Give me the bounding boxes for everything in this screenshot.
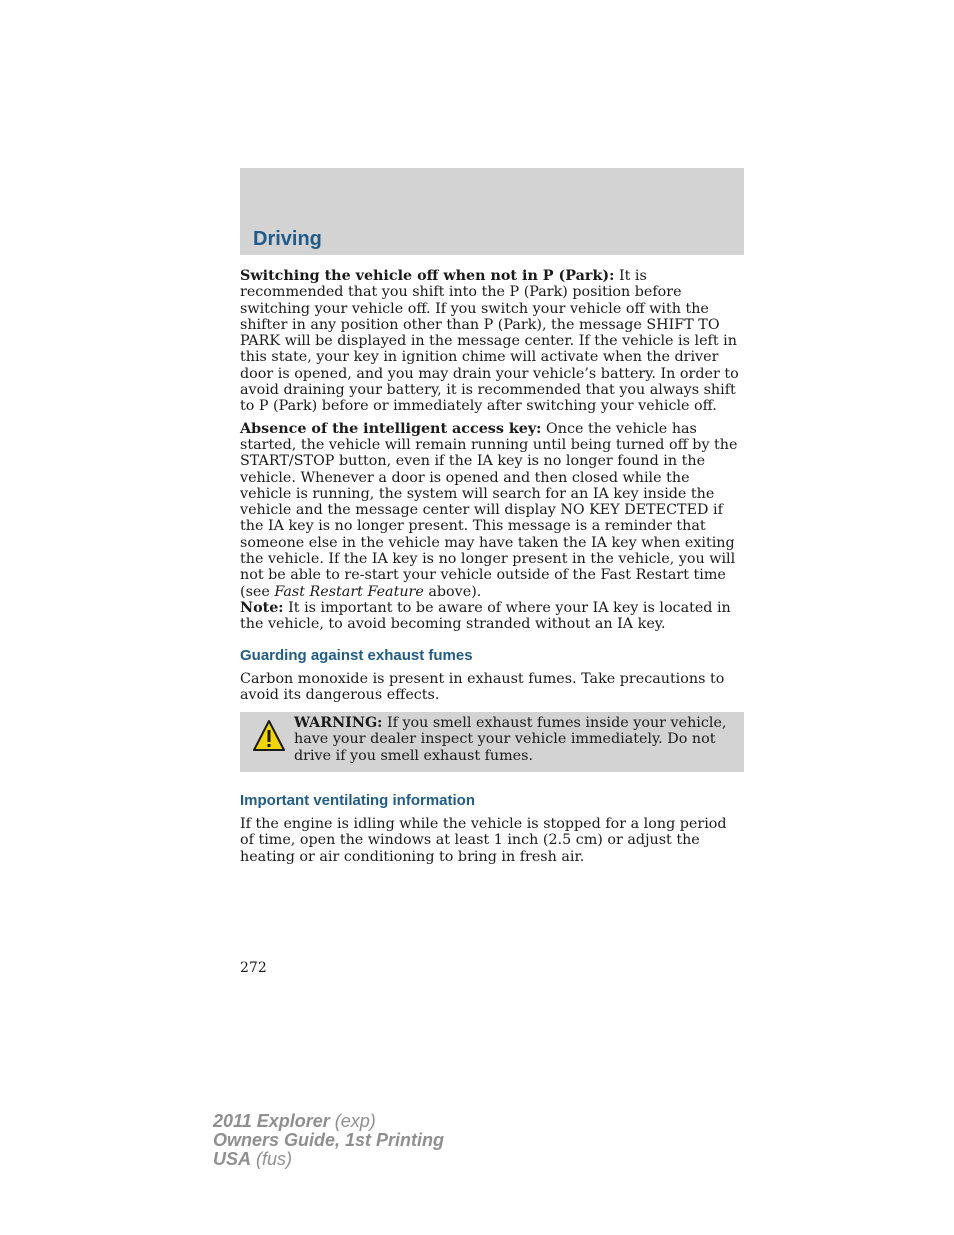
warning-label: WARNING: bbox=[294, 715, 383, 732]
switching-off-text: It is recommended that you shift into the P (Park) position before switching your vehicle off. If you switch your vehicle off with the shifter in any position other than P (Park), the message SHIFT TO PARK will be displayed in the message center. If the vehicle is left in this state, your key in ignition chime will activate when the driver door is opened, and you may drain your vehicle’s battery. In order to avoid draining your battery, it is recommended that you always shift to P (Park) before or immediately after switching your vehicle off. bbox=[240, 268, 739, 415]
note-label: Note: bbox=[240, 599, 284, 616]
warning-box bbox=[240, 712, 744, 772]
warning-text: If you smell exhaust fumes inside your vehicle, have your dealer inspect your vehicle immediately. Do not drive if you smell exhaust fumes. bbox=[294, 715, 727, 764]
absence-text-1: Once the vehicle has started, the vehicle will remain running until being turned off by the START/STOP button, even if the IA key is no longer found in the vehicle. Whenever a door is opened and then closed while the vehicle is running, the system will search for an IA key inside the vehicle and the message center will display NO KEY DETECTED if the IA key is no longer present. This message is a reminder that someone else in the vehicle may have taken the IA key when exiting the vehicle. If the IA key is no longer present in the vehicle, you will not be able to re-start your vehicle outside of the Fast Restart time (see bbox=[240, 420, 738, 600]
paragraph-switching-off bbox=[240, 268, 744, 415]
paragraph-exhaust-fumes: Carbon monoxide is present in exhaust fumes. Take precautions to avoid its dangerous effects. bbox=[240, 670, 725, 703]
page-content bbox=[240, 268, 744, 871]
footer-line-region bbox=[213, 1150, 444, 1169]
switching-off-label: Switching the vehicle off when not in P (Park): bbox=[240, 268, 615, 284]
footer-region-code: (fus) bbox=[251, 1149, 293, 1169]
footer-model-code: (exp) bbox=[329, 1111, 376, 1131]
heading-exhaust-fumes: Guarding against exhaust fumes bbox=[240, 646, 473, 664]
section-header-band bbox=[240, 168, 744, 255]
document-footer bbox=[213, 1112, 444, 1169]
fast-restart-reference: Fast Restart Feature bbox=[274, 583, 424, 600]
footer-line-guide bbox=[213, 1131, 444, 1150]
paragraph-ventilating: If the engine is idling while the vehicle is stopped for a long period of time, open the windows at least 1 inch (2.5 cm) or adjust the heating or air conditioning to bring in fresh air. bbox=[240, 816, 727, 865]
footer-model: 2011 Explorer bbox=[213, 1111, 330, 1131]
footer-guide: Owners Guide, 1st Printing bbox=[213, 1130, 445, 1150]
footer-region: USA bbox=[213, 1149, 252, 1169]
absence-label: Absence of the intelligent access key: bbox=[240, 420, 542, 437]
section-title: Driving bbox=[253, 228, 322, 250]
absence-text-2: above). bbox=[423, 583, 482, 600]
warning-triangle-icon bbox=[252, 719, 286, 753]
heading-ventilating: Important ventilating information bbox=[240, 792, 475, 810]
page-number: 272 bbox=[240, 960, 267, 976]
note-text: It is important to be aware of where your IA key is located in the vehicle, to avoid becoming stranded without an IA key. bbox=[240, 599, 731, 633]
paragraph-absence-of-key bbox=[240, 421, 744, 633]
footer-line-model bbox=[213, 1112, 444, 1131]
